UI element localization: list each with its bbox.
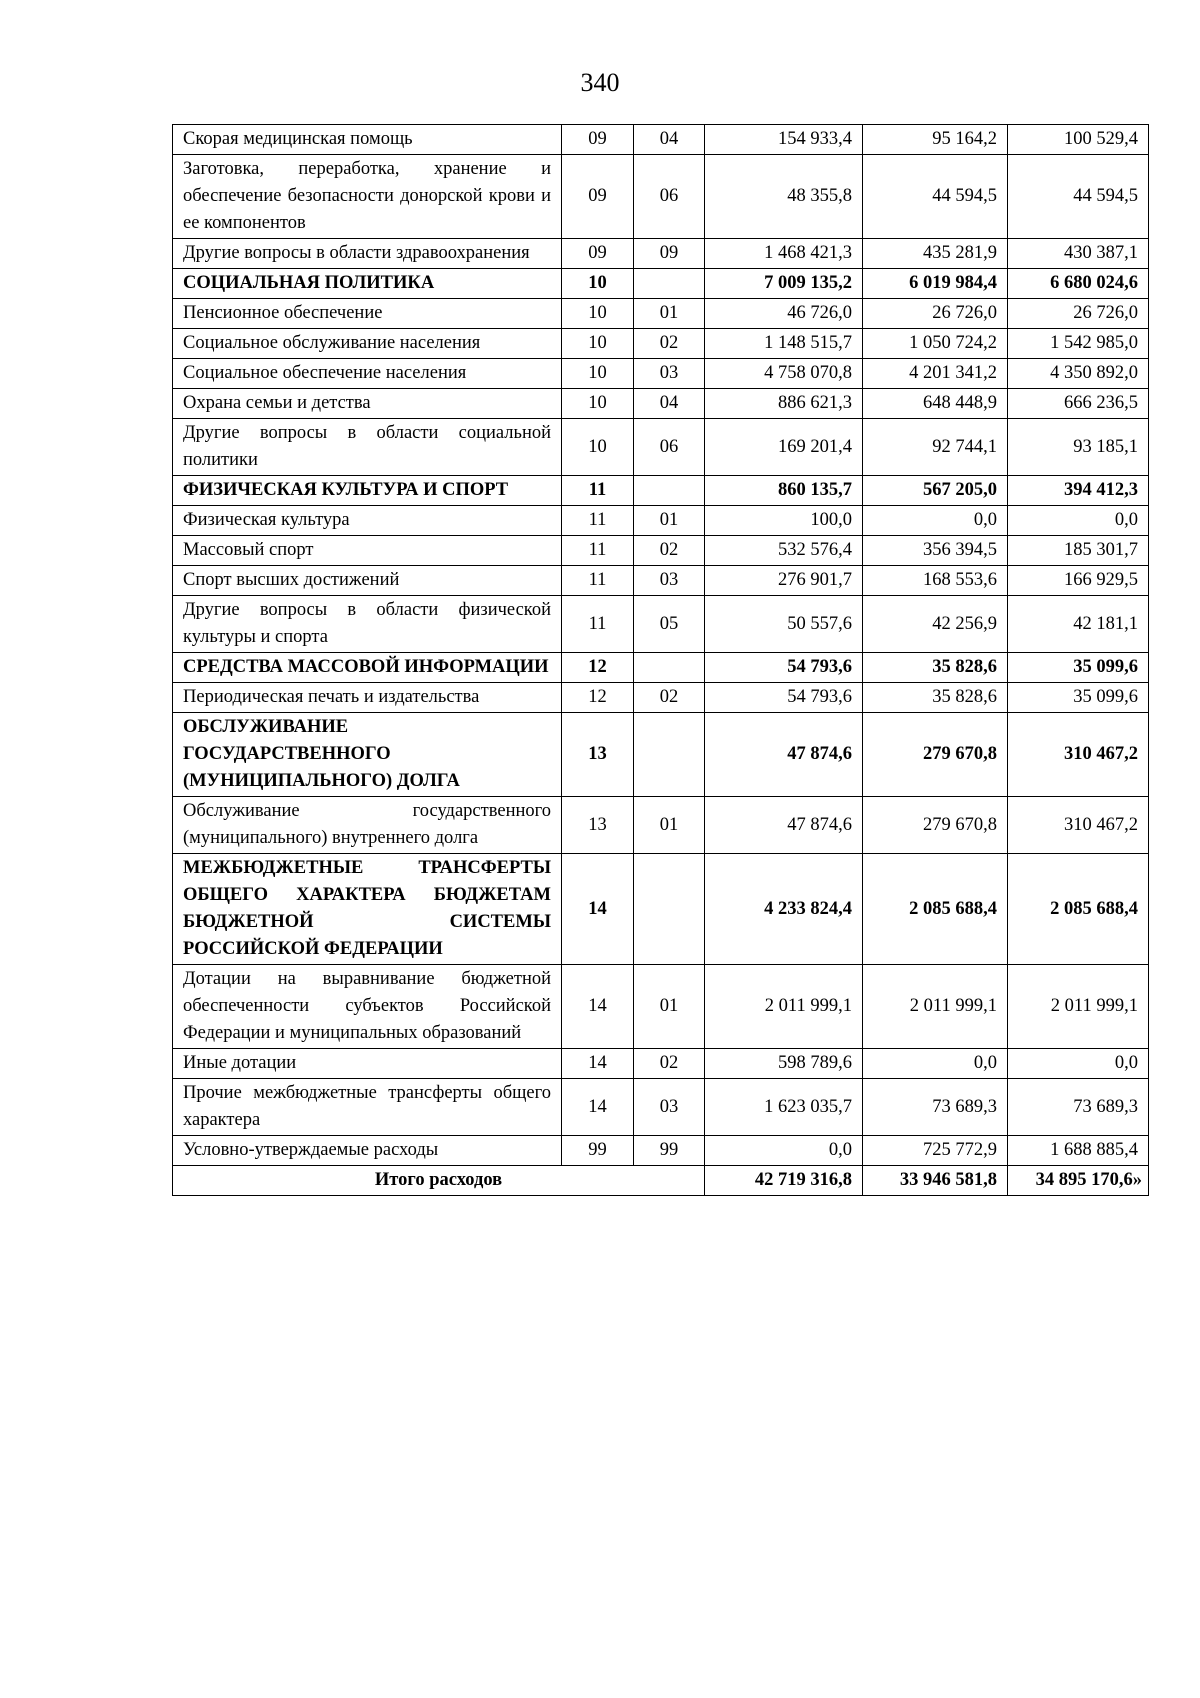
row-value-2: 168 553,6 [863, 566, 1008, 596]
total-value-1: 42 719 316,8 [705, 1166, 863, 1196]
row-name: Периодическая печать и издательства [173, 683, 562, 713]
row-section-code: 14 [562, 854, 634, 965]
row-section-code: 14 [562, 1049, 634, 1079]
row-subsection-code: 01 [634, 965, 705, 1049]
table-row [173, 419, 1149, 476]
row-value-3: 2 085 688,4 [1008, 854, 1149, 965]
row-name: Охрана семьи и детства [173, 389, 562, 419]
row-subsection-code: 03 [634, 1079, 705, 1136]
row-subsection-code: 03 [634, 566, 705, 596]
row-subsection-code: 04 [634, 389, 705, 419]
row-value-3: 26 726,0 [1008, 299, 1149, 329]
row-subsection-code: 09 [634, 239, 705, 269]
budget-expenditure-table [172, 124, 1149, 1196]
row-subsection-code: 06 [634, 155, 705, 239]
row-value-2: 2 085 688,4 [863, 854, 1008, 965]
row-value-1: 54 793,6 [705, 683, 863, 713]
row-subsection-code [634, 269, 705, 299]
row-section-code: 10 [562, 329, 634, 359]
row-subsection-code: 04 [634, 125, 705, 155]
row-value-2: 567 205,0 [863, 476, 1008, 506]
row-subsection-code [634, 854, 705, 965]
row-value-2: 279 670,8 [863, 713, 1008, 797]
row-value-1: 860 135,7 [705, 476, 863, 506]
row-value-3: 185 301,7 [1008, 536, 1149, 566]
section-row [173, 476, 1149, 506]
row-value-2: 4 201 341,2 [863, 359, 1008, 389]
row-value-1: 276 901,7 [705, 566, 863, 596]
row-name: Физическая культура [173, 506, 562, 536]
row-value-3: 430 387,1 [1008, 239, 1149, 269]
row-value-1: 48 355,8 [705, 155, 863, 239]
row-value-2: 435 281,9 [863, 239, 1008, 269]
row-value-3: 310 467,2 [1008, 713, 1149, 797]
row-subsection-code: 06 [634, 419, 705, 476]
row-section-code: 09 [562, 239, 634, 269]
table-row [173, 536, 1149, 566]
row-value-2: 0,0 [863, 506, 1008, 536]
row-name: ФИЗИЧЕСКАЯ КУЛЬТУРА И СПОРТ [173, 476, 562, 506]
row-value-1: 4 233 824,4 [705, 854, 863, 965]
row-section-code: 12 [562, 683, 634, 713]
row-value-2: 42 256,9 [863, 596, 1008, 653]
row-value-1: 886 621,3 [705, 389, 863, 419]
row-section-code: 09 [562, 125, 634, 155]
total-row [173, 1166, 1149, 1196]
table-row [173, 329, 1149, 359]
row-value-1: 47 874,6 [705, 713, 863, 797]
row-value-3: 100 529,4 [1008, 125, 1149, 155]
row-section-code: 10 [562, 269, 634, 299]
section-row [173, 713, 1149, 797]
row-value-2: 6 019 984,4 [863, 269, 1008, 299]
row-value-2: 44 594,5 [863, 155, 1008, 239]
row-value-1: 47 874,6 [705, 797, 863, 854]
row-name: Условно-утверждаемые расходы [173, 1136, 562, 1166]
row-value-3: 42 181,1 [1008, 596, 1149, 653]
table-row [173, 239, 1149, 269]
section-row [173, 653, 1149, 683]
row-value-2: 35 828,6 [863, 653, 1008, 683]
table-row [173, 1049, 1149, 1079]
row-name: Спорт высших достижений [173, 566, 562, 596]
row-section-code: 11 [562, 536, 634, 566]
row-section-code: 10 [562, 389, 634, 419]
row-section-code: 11 [562, 596, 634, 653]
row-subsection-code [634, 713, 705, 797]
row-value-2: 1 050 724,2 [863, 329, 1008, 359]
row-value-1: 532 576,4 [705, 536, 863, 566]
row-value-1: 4 758 070,8 [705, 359, 863, 389]
row-section-code: 12 [562, 653, 634, 683]
table-row [173, 1136, 1149, 1166]
row-name: МЕЖБЮДЖЕТНЫЕ ТРАНСФЕРТЫ ОБЩЕГО ХАРАКТЕРА БЮДЖЕТАМ БЮДЖЕТНОЙ СИСТЕМЫ РОССИЙСКОЙ ФЕДЕРАЦИИ [173, 854, 562, 965]
row-value-3: 44 594,5 [1008, 155, 1149, 239]
section-row [173, 269, 1149, 299]
row-value-2: 35 828,6 [863, 683, 1008, 713]
row-value-3: 394 412,3 [1008, 476, 1149, 506]
row-section-code: 99 [562, 1136, 634, 1166]
total-label: Итого расходов [173, 1166, 705, 1196]
row-section-code: 10 [562, 299, 634, 329]
row-subsection-code: 05 [634, 596, 705, 653]
row-name: СОЦИАЛЬНАЯ ПОЛИТИКА [173, 269, 562, 299]
row-section-code: 11 [562, 476, 634, 506]
table-row [173, 389, 1149, 419]
row-subsection-code: 99 [634, 1136, 705, 1166]
row-value-1: 169 201,4 [705, 419, 863, 476]
row-value-2: 648 448,9 [863, 389, 1008, 419]
table-row [173, 155, 1149, 239]
row-value-2: 73 689,3 [863, 1079, 1008, 1136]
row-section-code: 10 [562, 419, 634, 476]
row-value-1: 0,0 [705, 1136, 863, 1166]
row-value-1: 2 011 999,1 [705, 965, 863, 1049]
row-section-code: 14 [562, 1079, 634, 1136]
row-subsection-code: 02 [634, 1049, 705, 1079]
row-subsection-code: 01 [634, 797, 705, 854]
row-name: Другие вопросы в области здравоохранения [173, 239, 562, 269]
total-value-3: 34 895 170,6» [1008, 1166, 1149, 1196]
table-row [173, 506, 1149, 536]
row-value-1: 1 148 515,7 [705, 329, 863, 359]
row-name: Прочие межбюджетные трансферты общего характера [173, 1079, 562, 1136]
row-value-3: 166 929,5 [1008, 566, 1149, 596]
row-name: Дотации на выравнивание бюджетной обеспеченности субъектов Российской Федерации и муниципальных образований [173, 965, 562, 1049]
row-name: Другие вопросы в области социальной политики [173, 419, 562, 476]
row-value-3: 35 099,6 [1008, 653, 1149, 683]
table-body [173, 125, 1149, 1166]
row-name: СРЕДСТВА МАССОВОЙ ИНФОРМАЦИИ [173, 653, 562, 683]
row-name: Социальное обслуживание населения [173, 329, 562, 359]
page-number: 340 [580, 68, 620, 97]
row-value-2: 0,0 [863, 1049, 1008, 1079]
row-value-2: 95 164,2 [863, 125, 1008, 155]
row-value-3: 35 099,6 [1008, 683, 1149, 713]
table-row [173, 683, 1149, 713]
row-value-1: 154 933,4 [705, 125, 863, 155]
row-name: Социальное обеспечение населения [173, 359, 562, 389]
row-value-3: 73 689,3 [1008, 1079, 1149, 1136]
row-value-2: 92 744,1 [863, 419, 1008, 476]
row-name: Заготовка, переработка, хранение и обеспечение безопасности донорской крови и ее компонентов [173, 155, 562, 239]
row-value-3: 93 185,1 [1008, 419, 1149, 476]
row-subsection-code: 02 [634, 683, 705, 713]
row-section-code: 14 [562, 965, 634, 1049]
row-name: Обслуживание государственного (муниципального) внутреннего долга [173, 797, 562, 854]
row-value-1: 1 468 421,3 [705, 239, 863, 269]
row-value-3: 1 542 985,0 [1008, 329, 1149, 359]
table-row [173, 299, 1149, 329]
row-value-2: 725 772,9 [863, 1136, 1008, 1166]
row-section-code: 11 [562, 506, 634, 536]
row-name: Другие вопросы в области физической культуры и спорта [173, 596, 562, 653]
row-value-2: 2 011 999,1 [863, 965, 1008, 1049]
row-value-1: 50 557,6 [705, 596, 863, 653]
row-value-3: 0,0 [1008, 506, 1149, 536]
row-subsection-code: 01 [634, 506, 705, 536]
row-name: Массовый спорт [173, 536, 562, 566]
row-section-code: 10 [562, 359, 634, 389]
row-value-3: 666 236,5 [1008, 389, 1149, 419]
row-name: Скорая медицинская помощь [173, 125, 562, 155]
table-row [173, 359, 1149, 389]
row-value-1: 598 789,6 [705, 1049, 863, 1079]
table-row [173, 797, 1149, 854]
row-value-3: 4 350 892,0 [1008, 359, 1149, 389]
table-row [173, 566, 1149, 596]
row-value-3: 310 467,2 [1008, 797, 1149, 854]
total-value-2: 33 946 581,8 [863, 1166, 1008, 1196]
row-subsection-code [634, 653, 705, 683]
table-row [173, 965, 1149, 1049]
row-value-3: 0,0 [1008, 1049, 1149, 1079]
table-row [173, 596, 1149, 653]
row-value-2: 279 670,8 [863, 797, 1008, 854]
row-value-1: 54 793,6 [705, 653, 863, 683]
row-name: ОБСЛУЖИВАНИЕ ГОСУДАРСТВЕННОГО (МУНИЦИПАЛЬНОГО) ДОЛГА [173, 713, 562, 797]
row-value-2: 26 726,0 [863, 299, 1008, 329]
row-subsection-code: 01 [634, 299, 705, 329]
row-value-1: 7 009 135,2 [705, 269, 863, 299]
table-row [173, 125, 1149, 155]
row-section-code: 13 [562, 713, 634, 797]
row-value-1: 100,0 [705, 506, 863, 536]
row-section-code: 11 [562, 566, 634, 596]
row-value-3: 6 680 024,6 [1008, 269, 1149, 299]
row-name: Иные дотации [173, 1049, 562, 1079]
row-name: Пенсионное обеспечение [173, 299, 562, 329]
row-value-1: 46 726,0 [705, 299, 863, 329]
row-section-code: 09 [562, 155, 634, 239]
row-subsection-code: 02 [634, 329, 705, 359]
table-row [173, 1079, 1149, 1136]
row-subsection-code [634, 476, 705, 506]
row-subsection-code: 03 [634, 359, 705, 389]
row-value-1: 1 623 035,7 [705, 1079, 863, 1136]
row-section-code: 13 [562, 797, 634, 854]
row-subsection-code: 02 [634, 536, 705, 566]
section-row [173, 854, 1149, 965]
row-value-3: 1 688 885,4 [1008, 1136, 1149, 1166]
row-value-2: 356 394,5 [863, 536, 1008, 566]
row-value-3: 2 011 999,1 [1008, 965, 1149, 1049]
